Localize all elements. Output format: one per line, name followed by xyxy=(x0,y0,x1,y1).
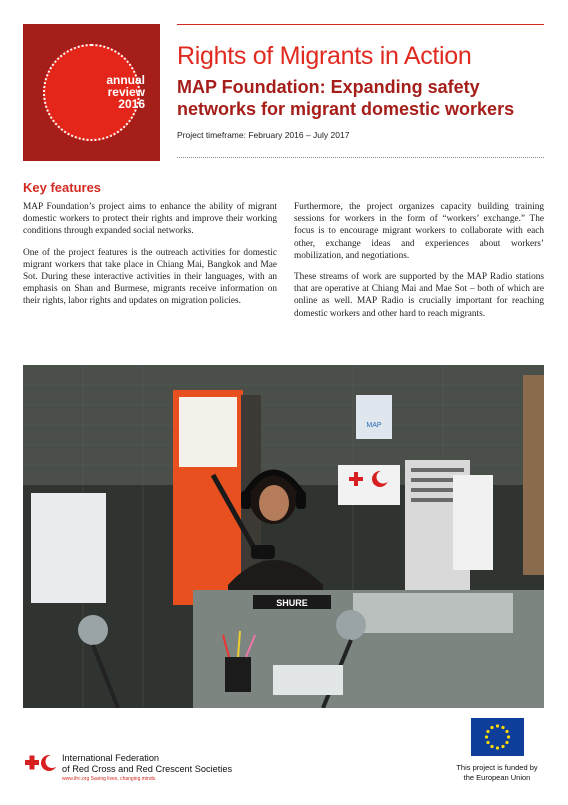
ifrc-logo-icon xyxy=(23,752,59,774)
badge-line-annual: annual xyxy=(106,73,145,87)
body-column-right xyxy=(294,201,544,329)
ifrc-tagline: www.ifrc.org Saving lives, changing minds. xyxy=(62,776,157,782)
paragraph: One of the project features is the outreach activities for domestic migrant workers that take place in Chiang Mai, Bangkok and Mae Sot. During these interactive activities in their languages, with an emphasis on Shan and Burmese, migrants receive information on their rights, labor rights and updates on migration policies. xyxy=(23,247,277,307)
eu-star xyxy=(486,741,489,744)
notice-paper xyxy=(453,475,493,570)
eu-flag-icon xyxy=(471,718,524,756)
eu-star xyxy=(490,745,493,748)
eu-line1: This project is funded by xyxy=(456,763,538,772)
pencil-cup xyxy=(225,657,251,692)
paragraph: MAP Foundation’s project aims to enhance the ability of migrant domestic workers to protect their rights and improve their working conditions through expanded social networks. xyxy=(23,202,277,237)
project-timeframe: Project timeframe: February 2016 – July 2017 xyxy=(177,130,350,140)
red-cross-sign xyxy=(338,465,400,505)
eu-star xyxy=(486,730,489,733)
eu-star xyxy=(490,726,493,729)
badge-line-review: review xyxy=(107,85,145,99)
map-sign-text: MAP xyxy=(366,422,382,429)
paper-sheet xyxy=(31,493,106,603)
eu-star xyxy=(507,735,510,738)
map-sign xyxy=(356,395,392,439)
paragraph: These streams of work are supported by the MAP Radio stations that are operative at Chiang Mai and Mae Sot – both of which are online as well. MAP Radio is crucially important for reaching domestic workers and other hard to reach migrants. xyxy=(294,272,544,319)
radio-studio-illustration xyxy=(23,365,544,708)
ifrc-name xyxy=(62,753,232,775)
eu-star xyxy=(505,730,508,733)
eu-line2: the European Union xyxy=(463,773,531,782)
eu-star xyxy=(505,741,508,744)
body-column-left xyxy=(23,201,277,317)
paragraph: Furthermore, the project organizes capacity building training sessions for workers in the form of “workers’ exchange.” The focus is to encourage migrant workers to collaborate with each other, exchange ideas and experiences about workers’ mobilization, and negotiations. xyxy=(294,202,544,261)
annual-review-badge xyxy=(23,24,160,161)
mic-foreground-right xyxy=(336,610,366,640)
page-subtitle: MAP Foundation: Expanding safety networks for migrant domestic workers xyxy=(177,77,515,119)
page-title: Rights of Migrants in Action xyxy=(177,42,472,70)
eu-star xyxy=(496,746,499,749)
ifrc-name-line1: International Federation xyxy=(62,753,160,763)
dotted-divider xyxy=(177,157,544,158)
eu-star xyxy=(501,745,504,748)
eu-star xyxy=(485,735,488,738)
eu-funding-note xyxy=(440,763,554,783)
eu-star xyxy=(496,724,499,727)
person-face xyxy=(259,485,289,521)
badge-line-year: 2016 xyxy=(118,97,145,111)
shure-label: SHURE xyxy=(276,598,308,608)
ifrc-name-line2: of Red Cross and Red Crescent Societies xyxy=(62,764,233,774)
mic-foreground-left xyxy=(78,615,108,645)
recorder-device xyxy=(273,665,343,695)
radio-studio-photo xyxy=(23,365,544,708)
badge-text xyxy=(45,74,145,110)
section-title: Key features xyxy=(23,180,102,195)
mixing-console xyxy=(353,593,513,633)
eu-star xyxy=(501,726,504,729)
top-divider xyxy=(177,24,544,25)
